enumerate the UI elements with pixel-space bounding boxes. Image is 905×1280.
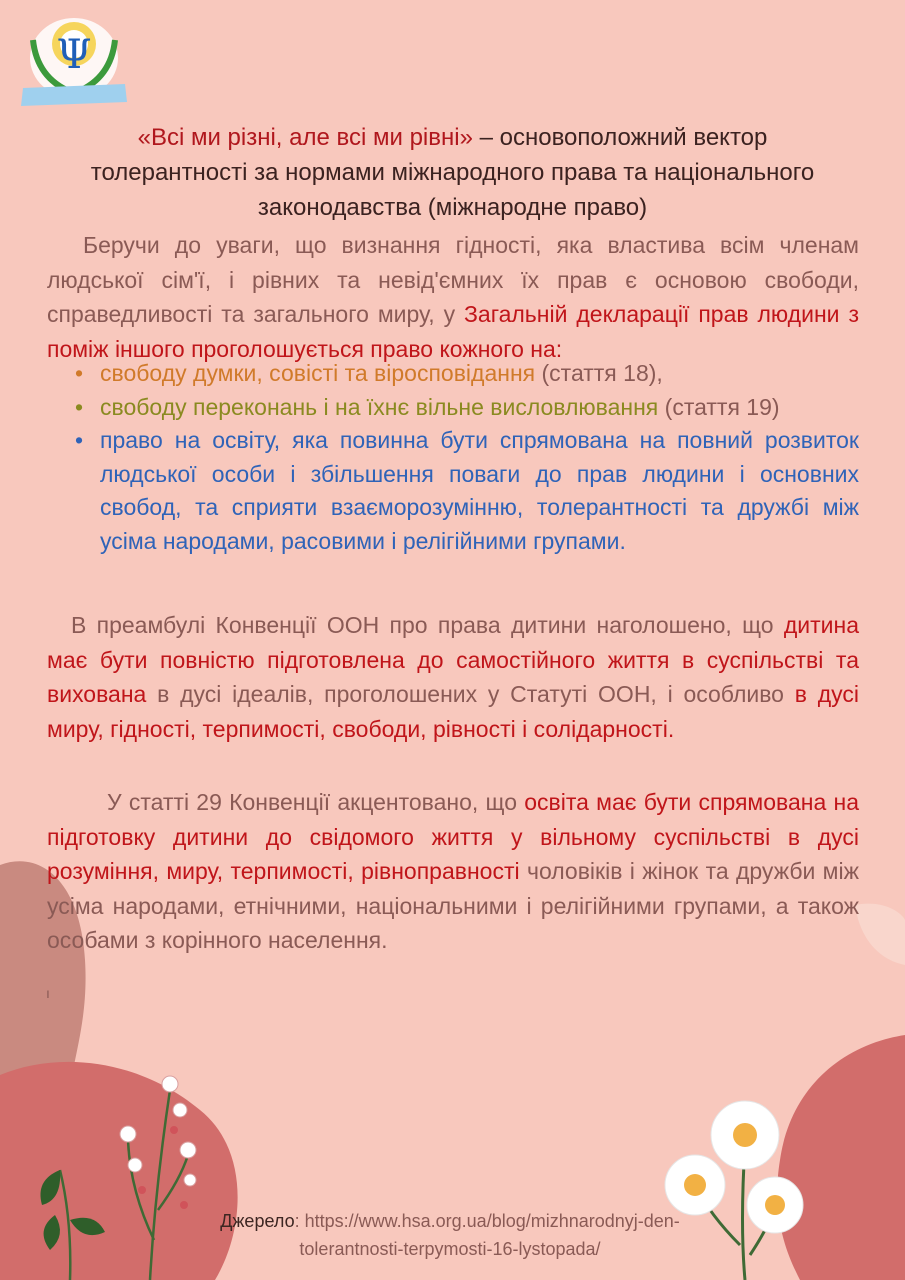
bullet-ref: (стаття 18), <box>535 360 663 386</box>
page-title <box>60 120 845 225</box>
rights-list <box>75 357 859 558</box>
p2-highlight2: в дусі миру, гідності, терпимості, свободи, рівності і солідарності. <box>47 681 859 742</box>
p2-text2: в дусі ідеалів, проголошених у Статуті ООН, і особливо <box>146 681 795 707</box>
p3-highlight: освіта має бути спрямована на підготовку дитини до свідомого життя у вільному суспільстві в дусі розуміння, миру, терпимості, рівноправності <box>47 789 859 884</box>
bullet-text: свободу переконань і на їхнє вільне висловлювання <box>100 393 659 420</box>
bullet-text: свободу думки, совісті та віросповідання <box>100 360 536 386</box>
list-item <box>75 357 859 391</box>
svg-text:Ψ: Ψ <box>56 32 92 78</box>
title-rest: – основоположний вектор толерантності за нормами міжнародного права та національного законодавства (міжнародне право) <box>90 124 815 221</box>
stray-mark: ı <box>46 985 50 1001</box>
title-quote: «Всі ми різні, але всі ми рівні» <box>137 124 473 151</box>
paragraph-article-29 <box>47 785 859 958</box>
psi-wreath-logo-icon <box>15 10 133 110</box>
p3-text2: чоловіків і жінок та дружби між усіма народами, етнічними, національними і релігійними групами, а також особами з корінного населення. <box>47 858 859 953</box>
source-citation <box>170 1207 730 1263</box>
bullet-text: право на освіту, яка повинна бути спрямована на повний розвиток людської особи і збільшення поваги до прав людини і основних свобод, та сприяти взаєморозумінню, толерантності та дружбі між усіма народами, расовими і релігійними групами. <box>100 427 859 554</box>
p1-highlight: Загальній декларації прав людини з поміж іншого проголошується право кожного на: <box>47 301 859 362</box>
list-item <box>75 424 859 558</box>
paragraph-convention-preamble <box>47 608 859 746</box>
p2-highlight1: дитина має бути повністю підготовлена до самостійного життя в суспільстві та вихована <box>47 612 859 707</box>
p3-text1: У статті 29 Конвенції акцентовано, що <box>107 789 525 815</box>
p1-text: Беручи до уваги, що визнання гідності, яка властива всім членам людської сім'ї, і рівних та невід'ємних їх прав є основою свободи, справедливості та загального миру, у <box>47 232 859 327</box>
source-label: Джерело <box>220 1211 295 1231</box>
source-link[interactable]: : https://www.hsa.org.ua/blog/mizhnarodnyj-den-tolerantnosti-terpymosti-16-lystopada/ <box>294 1211 680 1259</box>
p2-text1: В преамбулі Конвенції ООН про права дитини наголошено, що <box>71 612 784 638</box>
list-item <box>75 391 859 425</box>
bullet-ref: (стаття 19) <box>658 393 780 420</box>
paragraph-declaration <box>47 228 859 366</box>
